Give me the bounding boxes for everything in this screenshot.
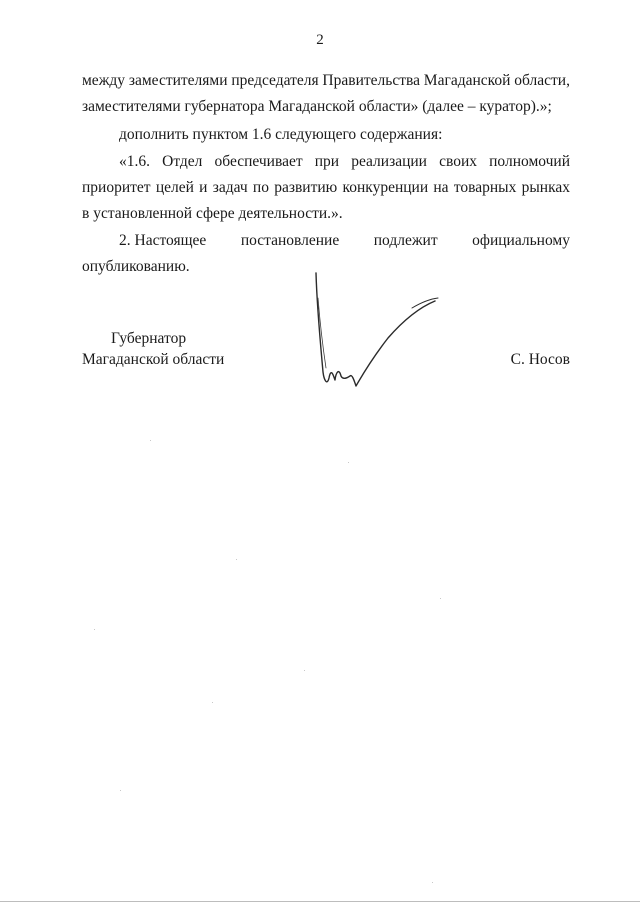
scan-speck [94,629,95,630]
word: своих [439,153,477,170]
word: Правительства [322,72,420,89]
word: заместителями [128,72,228,89]
word: полномочий [489,153,570,170]
page-number: 2 [316,32,324,48]
word: реализации [351,153,427,170]
word: области, [514,72,570,89]
word: конкуренции [342,179,429,196]
word: по [252,179,269,196]
signatory-title-line-1: Губернатор [111,330,187,347]
word: постановление [240,232,340,249]
word: 2. Настоящее [119,232,207,249]
signatory-title [82,328,224,370]
paragraph-1-line-2: заместителями губернатора Магаданской области» (далее – куратор).»; [82,98,552,115]
word: задач [212,179,248,196]
word: товарных [453,179,517,196]
word: приоритет [82,179,151,196]
scan-speck [304,670,305,671]
scan-speck [236,559,237,560]
scan-speck [150,440,151,441]
paragraph-4-line-2: опубликованию. [82,258,190,275]
scan-speck [348,462,349,463]
word: рынках [521,179,570,196]
word: Отдел [162,153,203,170]
word: целей [155,179,194,196]
paragraph-2 [82,122,570,148]
paragraph-1-line-1 [82,68,570,94]
scan-speck [440,598,441,599]
word: официальному [472,232,570,249]
paragraph-3 [82,149,570,227]
word: на [433,179,449,196]
paragraph-3-line-1 [82,149,570,175]
word: обеспечивает [214,153,303,170]
word: между [82,72,126,89]
word: подлежит [373,232,438,249]
word: при [314,153,340,170]
handwritten-signature [302,268,452,398]
paragraph-2-line-1: дополнить пунктом 1.6 следующего содержания: [119,126,443,143]
signatory-title-line-2: Магаданской области [82,351,225,368]
scan-speck [432,882,433,883]
scan-speck [120,790,121,791]
paragraph-1 [82,68,570,120]
signer-name: С. Носов [510,351,570,368]
paragraph-4-line-1 [82,228,570,254]
paragraph-3-line-2 [82,175,570,201]
word: председателя [231,72,319,89]
word: и [199,179,208,196]
paragraph-3-line-3: в установленной сфере деятельности.». [82,205,343,222]
scan-bottom-edge [0,901,640,902]
word: развитию [274,179,338,196]
word: «1.6. [119,153,150,170]
word: Магаданской [423,72,511,89]
scan-speck [212,702,213,703]
